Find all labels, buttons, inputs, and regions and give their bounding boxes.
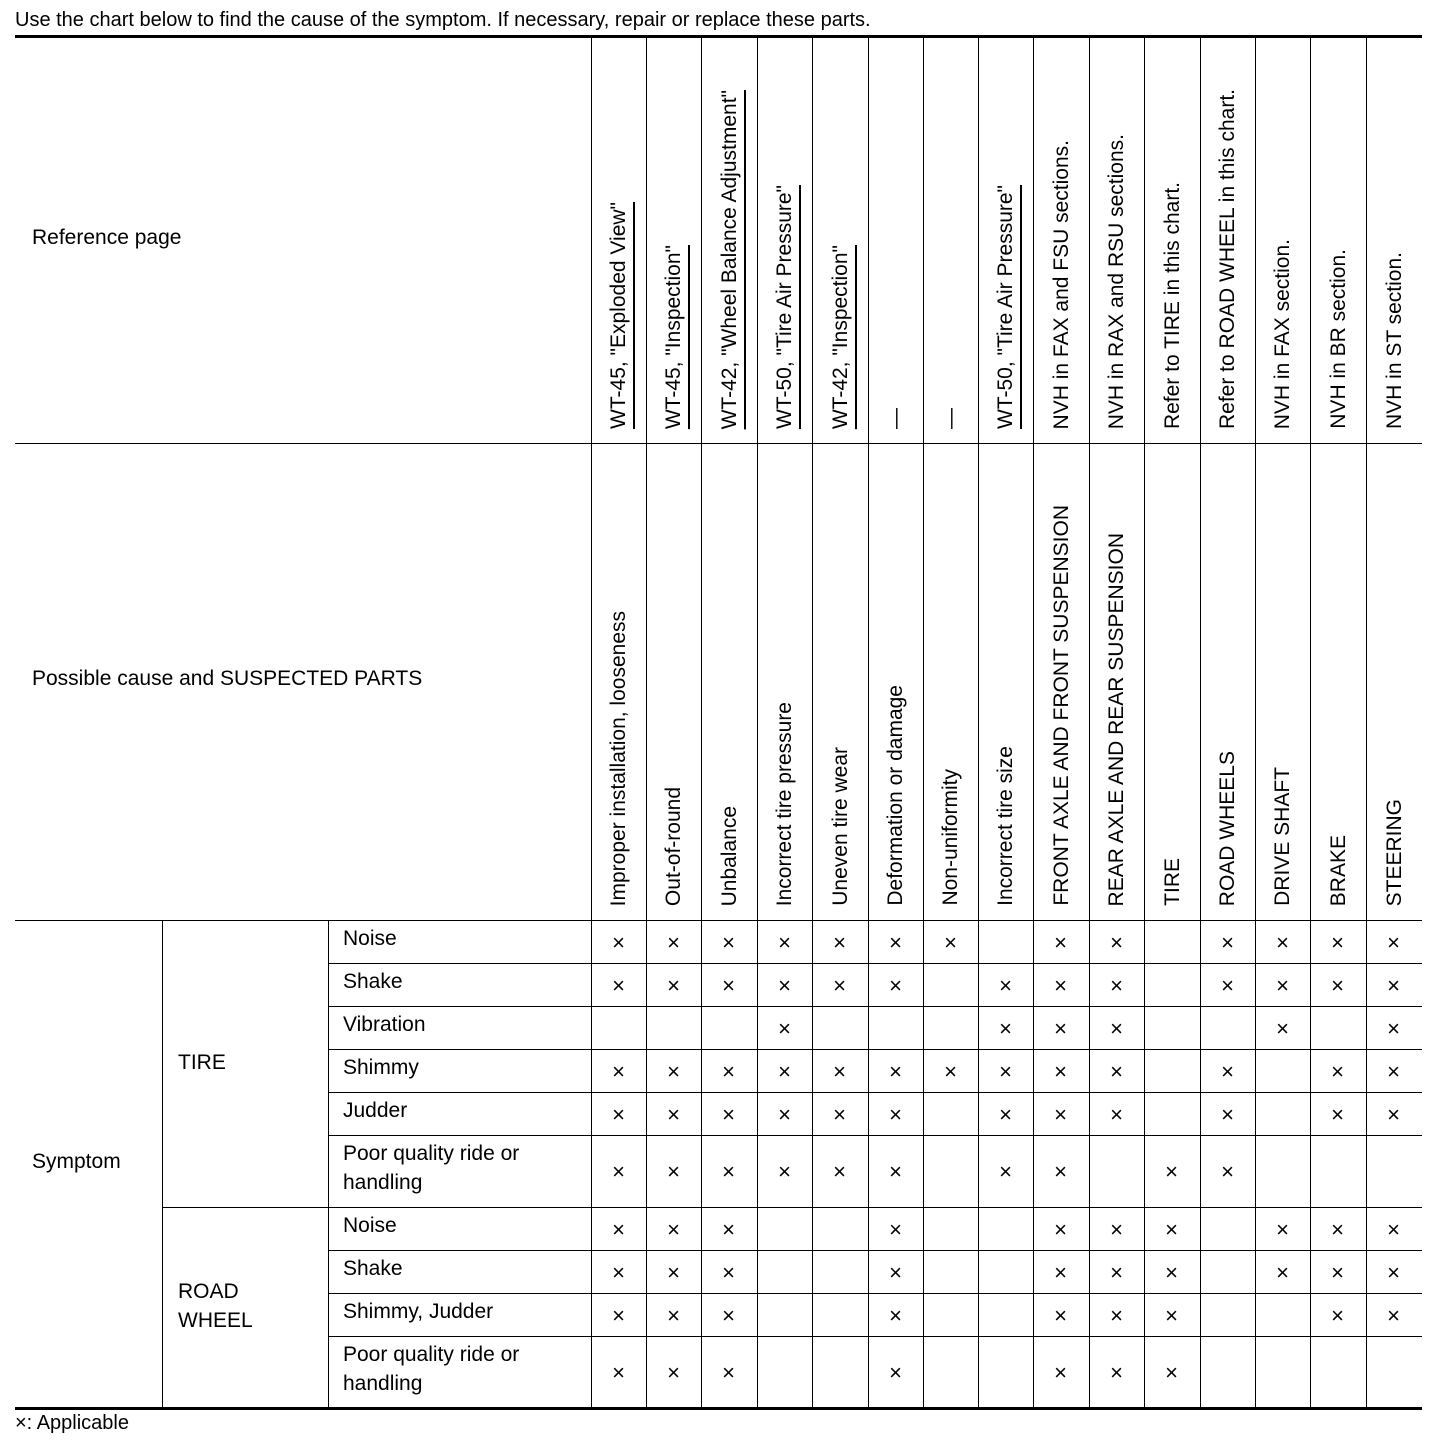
reference-page-text: Refer to ROAD WHEEL in this chart. <box>1216 89 1239 429</box>
applicable-mark: × <box>1110 1360 1123 1385</box>
suspected-part-text: STEERING <box>1382 798 1406 906</box>
applicable-mark: × <box>1110 1302 1123 1328</box>
reference-page-text[interactable]: WT-45, "Inspection" <box>662 244 685 429</box>
applicable-mark: × <box>667 1101 680 1127</box>
reference-page-cell <box>923 38 978 429</box>
reference-page-text: NVH in BR section. <box>1326 249 1350 429</box>
applicable-mark: × <box>612 972 625 998</box>
applicable-mark: × <box>1276 929 1289 955</box>
applicable-mark: × <box>1054 1216 1067 1242</box>
applicable-mark: × <box>612 1216 625 1242</box>
applicable-mark: × <box>1276 1216 1289 1242</box>
suspected-part-cell <box>1310 444 1366 906</box>
applicable-mark: × <box>612 1159 625 1184</box>
applicable-mark: × <box>722 1302 735 1328</box>
suspected-part-cell <box>757 444 812 906</box>
suspected-part-cell <box>591 444 646 906</box>
applicable-mark: × <box>1054 1259 1067 1285</box>
applicable-mark: × <box>889 1058 902 1084</box>
suspected-part-cell <box>978 444 1033 906</box>
applicable-mark: × <box>999 1058 1012 1084</box>
symptom-row-label: Judder <box>343 1099 408 1122</box>
suspected-part-cell <box>1200 444 1255 906</box>
suspected-part-text: Out-of-round <box>662 786 685 906</box>
table-rule-v <box>328 920 329 1407</box>
applicable-mark: × <box>1165 1302 1178 1328</box>
applicable-mark: × <box>1054 1015 1067 1041</box>
reference-page-cell <box>1366 38 1422 429</box>
applicable-mark: × <box>833 1159 846 1184</box>
reference-page-cell[interactable] <box>978 38 1033 429</box>
applicable-mark: × <box>833 929 846 955</box>
suspected-part-cell <box>1366 444 1422 906</box>
reference-page-text: NVH in FAX section. <box>1271 238 1294 429</box>
applicable-mark: × <box>667 929 680 955</box>
reference-page-cell <box>1144 38 1200 429</box>
applicable-mark: × <box>1331 1259 1344 1285</box>
suspected-part-text: Incorrect tire pressure <box>773 701 796 906</box>
applicable-mark: × <box>1110 1259 1123 1285</box>
applicable-mark: × <box>1221 1058 1234 1084</box>
applicable-mark: × <box>1054 929 1067 955</box>
applicable-mark: × <box>722 1159 735 1184</box>
suspected-part-cell <box>1033 444 1089 906</box>
suspected-part-text: FRONT AXLE AND FRONT SUSPENSION <box>1049 505 1073 906</box>
applicable-mark: × <box>1110 972 1123 998</box>
applicable-mark: × <box>999 1101 1012 1127</box>
applicable-mark: × <box>889 1159 902 1184</box>
applicable-mark: × <box>999 1159 1012 1184</box>
reference-page-cell[interactable] <box>812 38 868 429</box>
applicable-mark: × <box>1165 1360 1178 1385</box>
applicable-mark: × <box>722 972 735 998</box>
table-rule-h <box>328 1336 1422 1337</box>
suspected-part-text: DRIVE SHAFT <box>1271 767 1294 906</box>
suspected-part-cell <box>812 444 868 906</box>
applicable-mark: × <box>1054 1159 1067 1184</box>
symptom-row-label: Shake <box>343 1257 403 1280</box>
applicable-mark: × <box>612 1101 625 1127</box>
table-rule-h <box>162 1207 1422 1208</box>
table-rule-v <box>162 920 163 1407</box>
reference-page-text: — <box>884 408 907 429</box>
applicable-mark: × <box>1054 1360 1067 1385</box>
reference-page-cell[interactable] <box>591 38 646 429</box>
suspected-part-cell <box>1255 444 1310 906</box>
suspected-part-text: BRAKE <box>1326 834 1350 906</box>
applicable-mark: × <box>722 1259 735 1285</box>
applicable-mark: × <box>778 1101 791 1127</box>
symptom-row-label: Poor quality ride or handling <box>343 1343 520 1395</box>
applicable-mark: × <box>1110 1101 1123 1127</box>
reference-page-label: Reference page <box>32 226 182 249</box>
applicable-mark: × <box>1054 1302 1067 1328</box>
applicable-mark: × <box>667 1058 680 1084</box>
symptom-row-label: Vibration <box>343 1013 426 1036</box>
symptom-row-label: Shimmy, Judder <box>343 1300 494 1323</box>
applicable-mark: × <box>1276 1015 1289 1041</box>
applicable-mark: × <box>667 1216 680 1242</box>
reference-page-cell[interactable] <box>646 38 701 429</box>
reference-page-text: — <box>939 408 962 429</box>
applicable-mark: × <box>889 1259 902 1285</box>
applicable-mark: × <box>778 1015 791 1041</box>
applicable-mark: × <box>722 1058 735 1084</box>
table-rule-h <box>328 1250 1422 1251</box>
reference-page-text[interactable]: WT-45, "Exploded View" <box>607 202 630 429</box>
applicable-mark: × <box>1110 929 1123 955</box>
reference-page-text[interactable]: WT-42, "Inspection" <box>828 244 852 429</box>
applicable-mark: × <box>1331 1302 1344 1328</box>
applicable-mark: × <box>889 929 902 955</box>
reference-page-cell <box>1255 38 1310 429</box>
applicable-mark: × <box>778 1058 791 1084</box>
applicable-mark: × <box>889 1360 902 1385</box>
applicable-mark: × <box>1221 1101 1234 1127</box>
symptom-chart-table <box>15 36 1422 1412</box>
reference-page-cell <box>1033 38 1089 429</box>
applicable-mark: × <box>1110 1216 1123 1242</box>
applicable-mark: × <box>1276 1259 1289 1285</box>
table-rule-h <box>328 963 1422 964</box>
applicable-mark: × <box>1387 1101 1400 1127</box>
reference-page-text[interactable]: WT-50, "Tire Air Pressure" <box>773 184 796 429</box>
suspected-part-text: Non-uniformity <box>939 769 962 906</box>
applicable-mark: × <box>722 929 735 955</box>
table-rule-h <box>328 1092 1422 1093</box>
applicable-mark: × <box>612 1360 625 1385</box>
symptom-group-label: ROAD WHEEL <box>178 1280 253 1332</box>
suspected-part-text: Deformation or damage <box>884 685 907 906</box>
symptom-label: Symptom <box>32 1150 121 1173</box>
applicable-mark: × <box>722 1360 735 1385</box>
applicable-mark: × <box>612 1058 625 1084</box>
reference-page-text[interactable]: WT-42, "Wheel Balance Adjustment" <box>717 89 741 429</box>
suspected-part-text: Improper installation, looseness <box>607 610 630 906</box>
applicable-mark: × <box>667 1360 680 1385</box>
applicable-mark: × <box>1110 1058 1123 1084</box>
applicable-mark: × <box>889 972 902 998</box>
applicable-mark: × <box>722 1101 735 1127</box>
reference-page-text[interactable]: WT-50, "Tire Air Pressure" <box>994 184 1017 429</box>
applicable-mark: × <box>612 1302 625 1328</box>
applicable-mark: × <box>1387 1302 1400 1328</box>
suspected-part-cell <box>1089 444 1144 906</box>
applicable-mark: × <box>1165 1259 1178 1285</box>
table-rule-h <box>328 1293 1422 1294</box>
applicable-mark: × <box>778 929 791 955</box>
applicable-mark: × <box>1387 1058 1400 1084</box>
applicable-mark: × <box>1387 972 1400 998</box>
applicable-mark: × <box>1387 1015 1400 1041</box>
applicable-mark: × <box>944 929 957 955</box>
reference-page-text: Refer to TIRE in this chart. <box>1160 181 1184 429</box>
applicable-mark: × <box>1331 1216 1344 1242</box>
applicable-mark: × <box>1221 972 1234 998</box>
reference-page-cell <box>1310 38 1366 429</box>
reference-page-text: NVH in ST section. <box>1382 251 1406 429</box>
applicable-mark: × <box>944 1058 957 1084</box>
suspected-part-text: TIRE <box>1160 858 1184 906</box>
applicable-mark: × <box>833 972 846 998</box>
symptom-row-label: Shimmy <box>343 1056 419 1079</box>
reference-page-cell <box>868 38 923 429</box>
symptom-row-label: Shake <box>343 970 403 993</box>
applicable-mark: × <box>1221 929 1234 955</box>
table-rule-h <box>15 920 1422 921</box>
applicable-mark: × <box>889 1302 902 1328</box>
suspected-part-text: Incorrect tire size <box>994 746 1017 906</box>
applicable-mark: × <box>999 1015 1012 1041</box>
applicable-mark: × <box>1165 1216 1178 1242</box>
applicable-mark: × <box>999 972 1012 998</box>
applicable-mark: × <box>1387 1259 1400 1285</box>
applicable-mark: × <box>1054 1058 1067 1084</box>
suspected-part-cell <box>923 444 978 906</box>
reference-page-cell[interactable] <box>757 38 812 429</box>
reference-page-cell[interactable] <box>701 38 757 429</box>
legend-applicable: ×: Applicable <box>15 1412 129 1434</box>
symptom-group-label: TIRE <box>178 1051 226 1074</box>
applicable-mark: × <box>1331 1101 1344 1127</box>
applicable-mark: × <box>722 1216 735 1242</box>
suspected-part-cell <box>646 444 701 906</box>
symptom-row-label: Noise <box>343 1214 397 1237</box>
applicable-mark: × <box>778 1159 791 1184</box>
applicable-mark: × <box>667 972 680 998</box>
applicable-mark: × <box>667 1259 680 1285</box>
applicable-mark: × <box>833 1101 846 1127</box>
suspected-part-text: REAR AXLE AND REAR SUSPENSION <box>1105 532 1128 906</box>
applicable-mark: × <box>1165 1159 1178 1184</box>
applicable-mark: × <box>1221 1159 1234 1184</box>
applicable-mark: × <box>1387 929 1400 955</box>
table-rule-h <box>328 1135 1422 1136</box>
table-rule-h <box>328 1006 1422 1007</box>
suspected-part-cell <box>868 444 923 906</box>
applicable-mark: × <box>1276 972 1289 998</box>
applicable-mark: × <box>1054 1101 1067 1127</box>
suspected-part-text: Unbalance <box>717 805 741 906</box>
applicable-mark: × <box>1331 972 1344 998</box>
suspected-part-cell <box>701 444 757 906</box>
reference-page-cell <box>1200 38 1255 429</box>
applicable-mark: × <box>1387 1216 1400 1242</box>
applicable-mark: × <box>1331 929 1344 955</box>
reference-page-text: NVH in RAX and RSU sections. <box>1105 133 1128 429</box>
applicable-mark: × <box>778 972 791 998</box>
applicable-mark: × <box>1110 1015 1123 1041</box>
reference-page-text: NVH in FAX and FSU sections. <box>1049 139 1073 429</box>
possible-cause-label: Possible cause and SUSPECTED PARTS <box>32 667 423 690</box>
applicable-mark: × <box>1331 1058 1344 1084</box>
applicable-mark: × <box>889 1101 902 1127</box>
applicable-mark: × <box>833 1058 846 1084</box>
table-rule-h <box>15 1407 1422 1410</box>
suspected-part-text: ROAD WHEELS <box>1216 750 1239 906</box>
applicable-mark: × <box>612 929 625 955</box>
chart-instructions: Use the chart below to find the cause of the symptom. If necessary, repair or replace these parts. <box>15 9 871 31</box>
suspected-part-cell <box>1144 444 1200 906</box>
applicable-mark: × <box>889 1216 902 1242</box>
symptom-row-label: Poor quality ride or handling <box>343 1142 520 1194</box>
applicable-mark: × <box>1054 972 1067 998</box>
applicable-mark: × <box>667 1302 680 1328</box>
symptom-row-label: Noise <box>343 927 397 950</box>
reference-page-cell <box>1089 38 1144 429</box>
applicable-mark: × <box>667 1159 680 1184</box>
suspected-part-text: Uneven tire wear <box>828 747 852 906</box>
table-rule-h <box>328 1049 1422 1050</box>
applicable-mark: × <box>612 1259 625 1285</box>
